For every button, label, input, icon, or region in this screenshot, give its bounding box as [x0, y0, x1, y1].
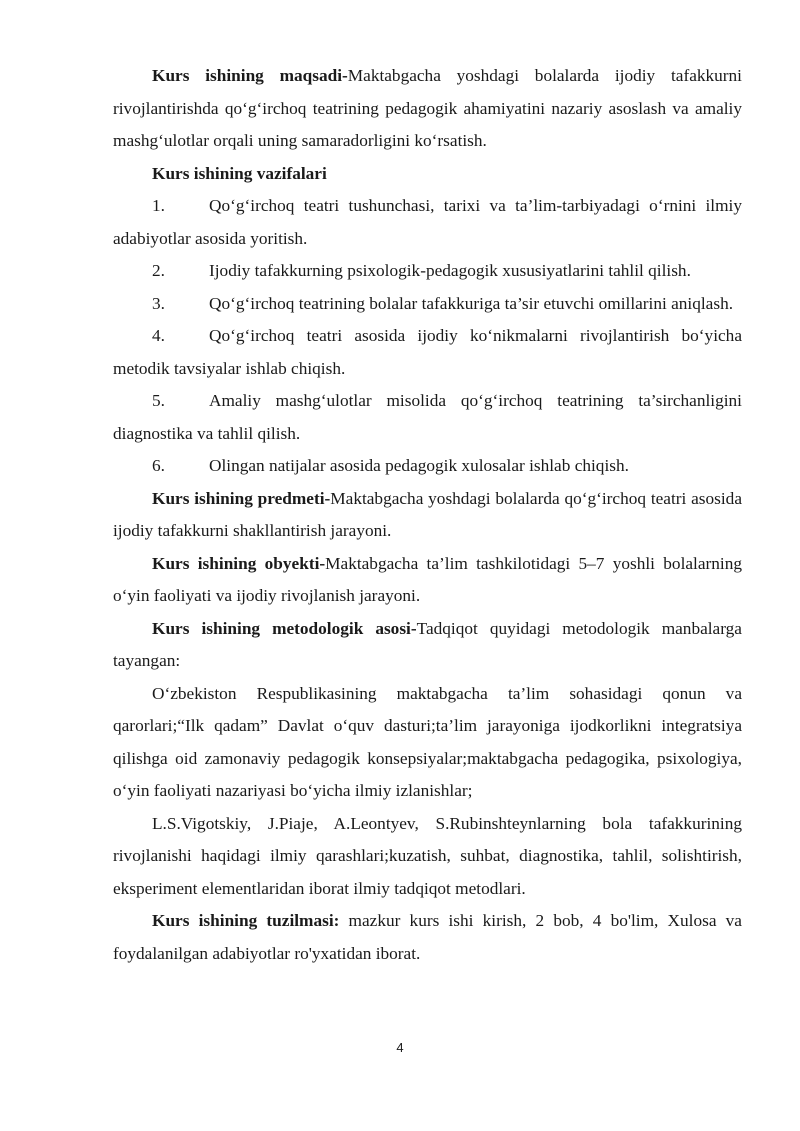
- structure-paragraph: [113, 905, 742, 970]
- object-label: Kurs ishining obyekti-: [152, 553, 326, 573]
- list-item-text: Olingan natijalar asosida pedagogik xulosalar ishlab chiqish.: [209, 456, 629, 475]
- list-item-text: Ijodiy tafakkurning psixologik-pedagogik xususiyatlarini tahlil qilish.: [209, 261, 691, 280]
- list-item: [113, 255, 742, 288]
- methodology-text: Tadqiqot quyidagi metodologik manbalarga tayangan:: [113, 618, 742, 670]
- list-item-number: 2.: [152, 261, 165, 280]
- subject-text: Maktabgacha yoshdagi bolalarda qo‘g‘irchoq teatri asosida ijodiy tafakkurni shakllantirish jarayoni.: [113, 488, 742, 540]
- list-item-text: Qo‘g‘irchoq teatri tushunchasi, tarixi va ta’lim-tarbiyadagi o‘rnini ilmiy adabiyotlar asosida yoritish.: [113, 196, 742, 248]
- object-text: Maktabgacha ta’lim tashkilotidagi 5–7 yoshli bolalarning o‘yin faoliyati va ijodiy rivojlanish jarayoni.: [113, 553, 742, 605]
- subject-label: Kurs ishining predmeti-: [152, 488, 331, 508]
- methodology-sources-paragraph: O‘zbekiston Respublikasining maktabgacha ta’lim sohasidagi qonun va qarorlari;“Ilk qadam” Davlat o‘quv dasturi;ta’lim jarayoniga ijodkorlikni integratsiya qilishga oid zamonaviy pedagogik konsepsiyalar;maktabgacha pedagogika, psixologiya, o‘yin faoliyati nazariyasi bo‘yicha ilmiy izlanishlar;: [113, 683, 742, 800]
- list-item: [113, 288, 742, 321]
- subject-paragraph: [113, 483, 742, 548]
- list-item-number: 1.: [152, 196, 165, 215]
- document-page: [113, 60, 742, 970]
- goal-paragraph: [113, 60, 742, 158]
- list-item-number: 5.: [152, 391, 165, 410]
- list-item: [113, 385, 742, 450]
- tasks-heading: Kurs ishining vazifalari: [152, 163, 327, 183]
- structure-text: mazkur kurs ishi kirish, 2 bob, 4 bo'lim, Xulosa va foydalanilgan adabiyotlar ro'yxatidan iborat.: [113, 911, 742, 963]
- list-item: [113, 190, 742, 255]
- list-item-text: Qo‘g‘irchoq teatrining bolalar tafakkuriga ta’sir etuvchi omillarini aniqlash.: [209, 293, 734, 313]
- list-item-text: Qo‘g‘irchoq teatri asosida ijodiy ko‘nikmalarni rivojlantirish bo‘yicha metodik tavsiyalar ishlab chiqish.: [113, 326, 742, 378]
- goal-label: Kurs ishining maqsadi-: [152, 66, 348, 85]
- list-item-number: 3.: [152, 293, 165, 313]
- object-paragraph: [113, 548, 742, 613]
- list-item: [113, 320, 742, 385]
- structure-label: Kurs ishining tuzilmasi:: [152, 911, 340, 930]
- methodology-paragraph: [113, 613, 742, 678]
- list-item-number: 6.: [152, 456, 165, 475]
- methodology-label: Kurs ishining metodologik asosi-: [152, 618, 417, 638]
- list-item: [113, 450, 742, 483]
- methodology-scholars-paragraph: L.S.Vigotskiy, J.Piaje, A.Leontyev, S.Rubinshteynlarning bola tafakkurining rivojlanishi haqidagi ilmiy qarashlari;kuzatish, suhbat, diagnostika, tahlil, solishtirish, eksperiment elementlaridan iborat ilmiy tadqiqot metodlari.: [113, 813, 742, 898]
- page-number: 4: [396, 1040, 404, 1055]
- list-item-number: 4.: [152, 326, 165, 345]
- list-item-text: Amaliy mashg‘ulotlar misolida qo‘g‘irchoq teatrining ta’sirchanligini diagnostika va tahlil qilish.: [113, 391, 742, 443]
- goal-text: Maktabgacha yoshdagi bolalarda ijodiy tafakkurni rivojlantirishda qo‘g‘irchoq teatrining pedagogik ahamiyatini nazariy asoslash va amaliy mashg‘ulotlar orqali uning samaradorligini ko‘rsatish.: [113, 66, 742, 150]
